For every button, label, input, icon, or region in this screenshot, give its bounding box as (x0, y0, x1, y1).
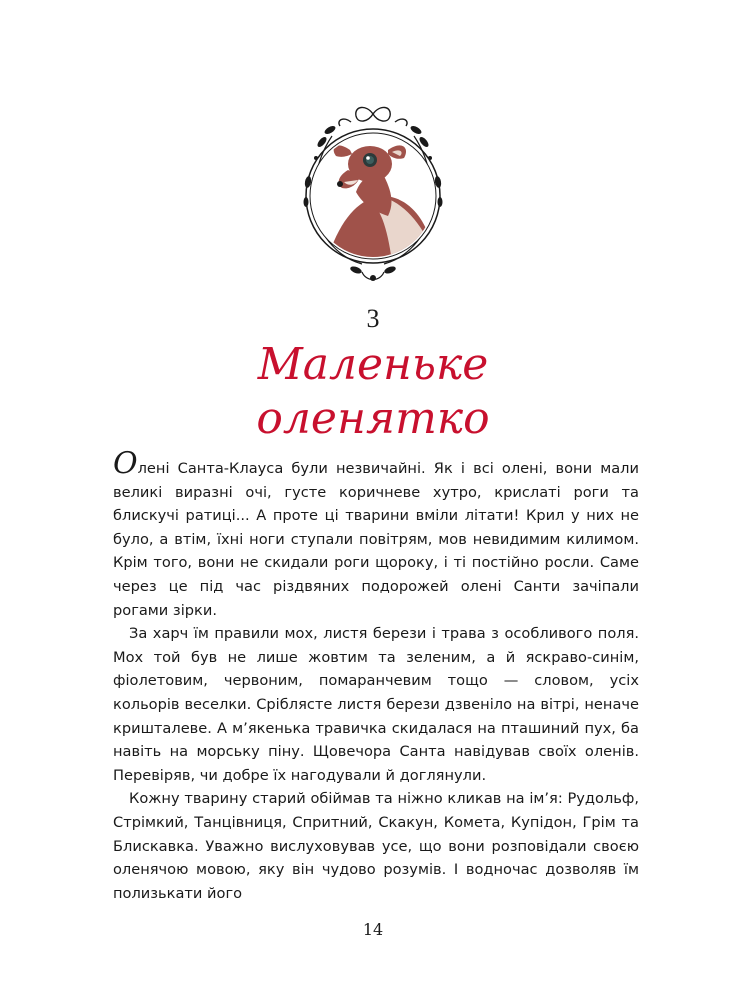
chapter-title-line-2: оленятко (256, 393, 490, 444)
paragraph-1 (113, 446, 639, 622)
paragraph-2: За харч їм правили мох, листя берези і трава з особливого поля. Мох той був не лише жовтим та зеленим, а й яскраво-синім, фіолетовим, червоним, помаранчевим тощо — словом, усіх кольорів веселки. Сріблясте листя берези дзвеніло на вітрі, неначе кришталеве. А м’якенька травичка скидалася на пташиний пух, ба навіть на морську піну. Щовечора Санта навідував своїх оленів. Перевіряв, чи добре їх нагодували й доглянули. (113, 625, 639, 784)
paragraph-text: лені Санта-Клауса були незвичайні. Як і всі олені, вони мали великі виразні очі, густе коричневе хутро, крислаті роги та блискучі ратиці... А проте ці тварини вміли літати! Крил у них не було, а втім, їхні ноги ступали повітрям, мов невидимим килимом. Крім того, вони не скидали роги щороку, і ті постійно росли. Саме через це під час різдвяних подорожей олені Санти зачіпали рогами зірки. (113, 460, 639, 619)
paragraph-3: Кожну тварину старий обіймав та ніжно кликав на ім’я: Рудольф, Стрімкий, Танцівниця, Спритний, Скакун, Комета, Купідон, Грім та Блискавка. Уважно вислуховував усе, що вони розповідали своєю оленячою мовою, яку він чудово розумів. І водночас дозволяв їм полизькати його (113, 790, 639, 902)
chapter-title-line-1: Маленьке (257, 339, 489, 390)
drop-cap: О (113, 446, 138, 481)
page-number: 14 (362, 920, 384, 939)
chapter-number: 3 (366, 304, 380, 333)
chapter-title (0, 338, 746, 446)
deer-portrait-emblem-icon (296, 92, 450, 288)
chapter-body (113, 446, 639, 905)
